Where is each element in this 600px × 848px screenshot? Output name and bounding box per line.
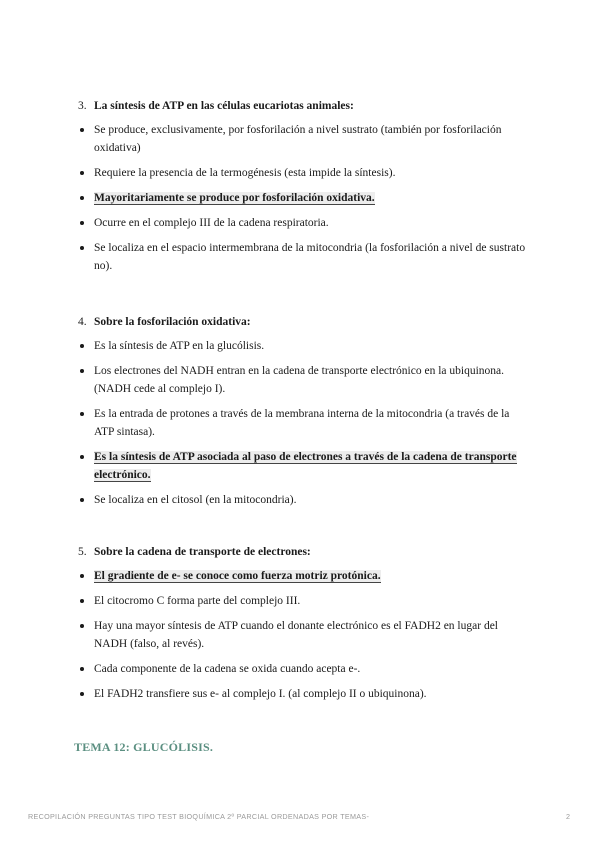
- question-title: [78, 99, 528, 114]
- bullet-icon: [80, 498, 84, 502]
- question-3: [78, 99, 528, 275]
- question-number: 5.: [78, 546, 87, 558]
- answer-text: Requiere la presencia de la termogénesis (esta impide la síntesis).: [94, 167, 396, 179]
- question-5: [78, 545, 528, 703]
- section-heading: TEMA 12: GLUCÓLISIS.: [74, 740, 214, 754]
- answer-item-correct: [78, 448, 528, 484]
- bullet-icon: [80, 455, 84, 459]
- bullet-icon: [80, 574, 84, 578]
- answer-item: [78, 660, 528, 678]
- answer-list: [78, 337, 528, 509]
- answer-item: [78, 491, 528, 509]
- answer-text: El citocromo C forma parte del complejo III.: [94, 595, 301, 607]
- answer-item: [78, 214, 528, 232]
- answer-text: Se localiza en el citosol (en la mitocondria).: [94, 494, 297, 506]
- footer-text: RECOPILACIÓN PREGUNTAS TIPO TEST BIOQUÍMICA 2º PARCIAL ORDENADAS POR TEMAS-: [28, 812, 370, 821]
- answer-item: [78, 121, 528, 157]
- question-number: 3.: [78, 100, 87, 112]
- answer-text: Hay una mayor síntesis de ATP cuando el donante electrónico es el FADH2 en lugar del NADH (falso, al revés).: [94, 620, 498, 650]
- answer-list: [78, 567, 528, 703]
- answer-item-correct: [78, 189, 528, 207]
- answer-item: [78, 239, 528, 275]
- bullet-icon: [80, 412, 84, 416]
- bullet-icon: [80, 624, 84, 628]
- bullet-icon: [80, 246, 84, 250]
- answer-item: [78, 337, 528, 355]
- answer-text: Cada componente de la cadena se oxida cuando acepta e-.: [94, 663, 361, 675]
- answer-text: Mayoritariamente se produce por fosforilación oxidativa.: [94, 192, 375, 204]
- answer-text: Se localiza en el espacio intermembrana de la mitocondria (la fosforilación a nivel de sustrato no).: [94, 242, 526, 272]
- bullet-icon: [80, 221, 84, 225]
- answer-item-correct: [78, 567, 528, 585]
- bullet-icon: [80, 369, 84, 373]
- question-number: 4.: [78, 316, 87, 328]
- page-number: 2: [566, 812, 570, 821]
- answer-text: Es la síntesis de ATP asociada al paso de electrones a través de la cadena de transporte electrónico.: [94, 451, 517, 481]
- answer-text: Es la entrada de protones a través de la membrana interna de la mitocondria (a través de la ATP sintasa).: [94, 408, 510, 438]
- question-title: [78, 315, 528, 330]
- question-text: La síntesis de ATP en las células eucariotas animales:: [94, 100, 354, 112]
- answer-text: Los electrones del NADH entran en la cadena de transporte electrónico en la ubiquinona. (NADH cede al complejo I).: [94, 365, 505, 395]
- bullet-icon: [80, 196, 84, 200]
- bullet-icon: [80, 599, 84, 603]
- answer-item: [78, 685, 528, 703]
- answer-item: [78, 405, 528, 441]
- answer-text: El gradiente de e- se conoce como fuerza motriz protónica.: [94, 570, 381, 582]
- question-text: Sobre la cadena de transporte de electrones:: [94, 546, 311, 558]
- bullet-icon: [80, 344, 84, 348]
- question-title: [78, 545, 528, 560]
- question-text: Sobre la fosforilación oxidativa:: [94, 316, 251, 328]
- answer-item: [78, 592, 528, 610]
- answer-text: Se produce, exclusivamente, por fosforilación a nivel sustrato (también por fosforilación oxidativa): [94, 124, 502, 154]
- answer-item: [78, 362, 528, 398]
- answer-item: [78, 617, 528, 653]
- answer-text: Ocurre en el complejo III de la cadena respiratoria.: [94, 217, 329, 229]
- bullet-icon: [80, 171, 84, 175]
- answer-text: El FADH2 transfiere sus e- al complejo I. (al complejo II o ubiquinona).: [94, 688, 427, 700]
- question-4: [78, 315, 528, 509]
- bullet-icon: [80, 667, 84, 671]
- bullet-icon: [80, 128, 84, 132]
- answer-text: Es la síntesis de ATP en la glucólisis.: [94, 340, 265, 352]
- answer-list: [78, 121, 528, 275]
- bullet-icon: [80, 692, 84, 696]
- answer-item: [78, 164, 528, 182]
